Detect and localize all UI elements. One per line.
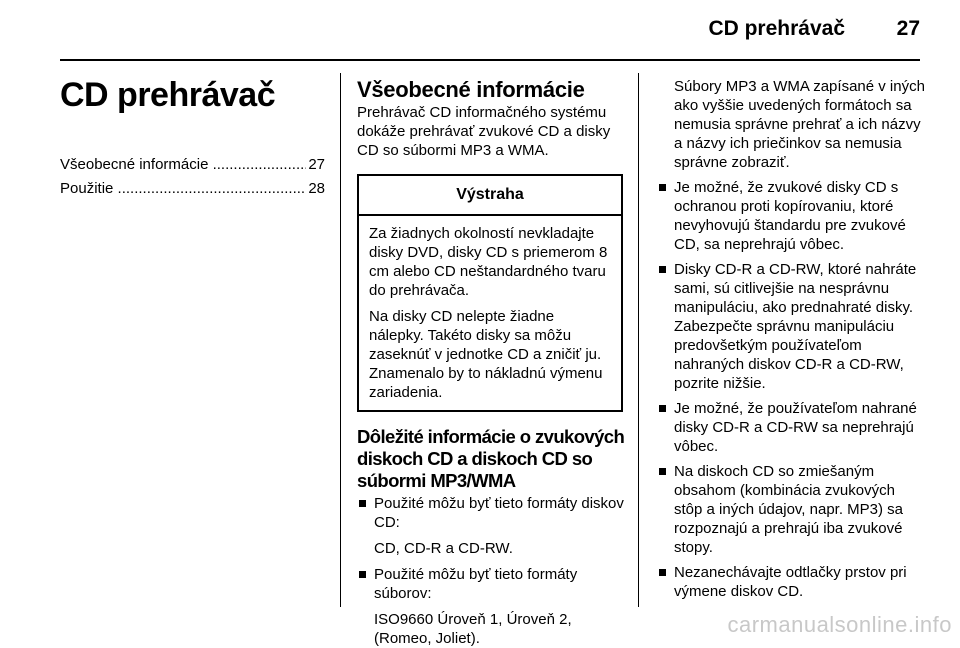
bullet-square-icon [359,500,366,507]
header-rule [60,59,920,61]
bullet-item [657,563,925,601]
page-number: 27 [896,17,920,40]
bullet-item [657,462,925,557]
column-divider-1 [340,73,341,607]
column-divider-2 [638,73,639,607]
bullet-item [657,260,925,393]
bullet-item [357,565,625,648]
warning-box [357,174,623,412]
warning-paragraph: Na disky CD nelepte žiadne nálepky. Takéto disky sa môžu zaseknúť v jednotke CD a zničiť ju. Znamenalo by to nákladnú výmenu zariadenia. [369,308,603,401]
toc-label[interactable]: Všeobecné informácie ..... [60,155,306,175]
toc-entry[interactable] [60,155,325,175]
bullet-text: Je možné, že používateľom nahrané disky CD-R a CD-RW sa neprehrajú vôbec. [674,400,917,455]
bullet-detail: ISO9660 Úroveň 1, Úroveň 2, (Romeo, Joliet). [374,611,572,647]
bullet-item [657,178,925,254]
bullet-square-icon [659,468,666,475]
bullet-text: Použité môžu byť tieto formáty súborov: [374,566,578,602]
watermark: carmanualsonline.info [727,612,952,637]
bullet-square-icon [659,569,666,576]
bullet-item [657,399,925,456]
bullet-text: Disky CD-R a CD-RW, ktoré nahráte sami, sú citlivejšie na nesprávnu manipuláciu, ako prednahraté disky. Zabezpečte správnu manipuláciu predovšetkým používateľom nahraných diskov CD-R a CD-RW, pozrite nižšie. [674,261,917,392]
intro-paragraph: Prehrávač CD informačného systému dokáže prehrávať zvukové CD a disky CD so súbormi MP3 a WMA. [357,104,611,159]
section-heading: Všeobecné informácie [357,77,585,102]
bullet-item [357,494,625,558]
bullet-text: Je možné, že zvukové disky CD s ochranou proti kopírovaniu, ktoré nevyhovujú štandardu pre zvukové CD, sa neprehrajú vôbec. [674,179,906,253]
bullet-text: Na diskoch CD so zmiešaným obsahom (kombinácia zvukových stôp a iných údajov, napr. MP3) sa rozpoznajú a prehrajú iba zvukové stopy. [674,463,904,556]
bullet-text: Použité môžu byť tieto formáty diskov CD: [374,495,624,531]
continuation-paragraph: Súbory MP3 a WMA zapísané v iných ako vyššie uvedených formátoch sa nemusia správne prehrať a ich názvy a názvy ich priečinkov sa nemusia správne zobraziť. [674,78,925,171]
bullet-square-icon [359,571,366,578]
left-column [60,76,325,203]
bullet-text: Nezanechávajte odtlačky prstov pri výmene diskov CD. [674,564,907,600]
toc-page: 27 [308,156,325,173]
warning-title: Výstraha [359,176,621,216]
bullet-square-icon [659,266,666,273]
warning-body [359,216,621,410]
toc-page: 28 [308,180,325,197]
warning-paragraph: Za žiadnych okolností nevkladajte disky DVD, disky CD s priemerom 8 cm alebo CD neštandardného tvaru do prehrávača. [369,225,608,299]
subsection-heading: Dôležité informácie o zvukových diskoch CD a diskoch CD so súbormi MP3/WMA [357,426,625,491]
bullet-detail: CD, CD-R a CD-RW. [374,540,513,557]
right-column [657,77,925,601]
bullet-square-icon [659,405,666,412]
toc-entry[interactable] [60,179,325,199]
middle-column [357,77,625,648]
bullet-square-icon [659,184,666,191]
page-header-title: CD prehrávač [708,17,845,40]
chapter-title: CD prehrávač [60,76,276,114]
toc-label[interactable]: Použitie ..... [60,179,306,199]
